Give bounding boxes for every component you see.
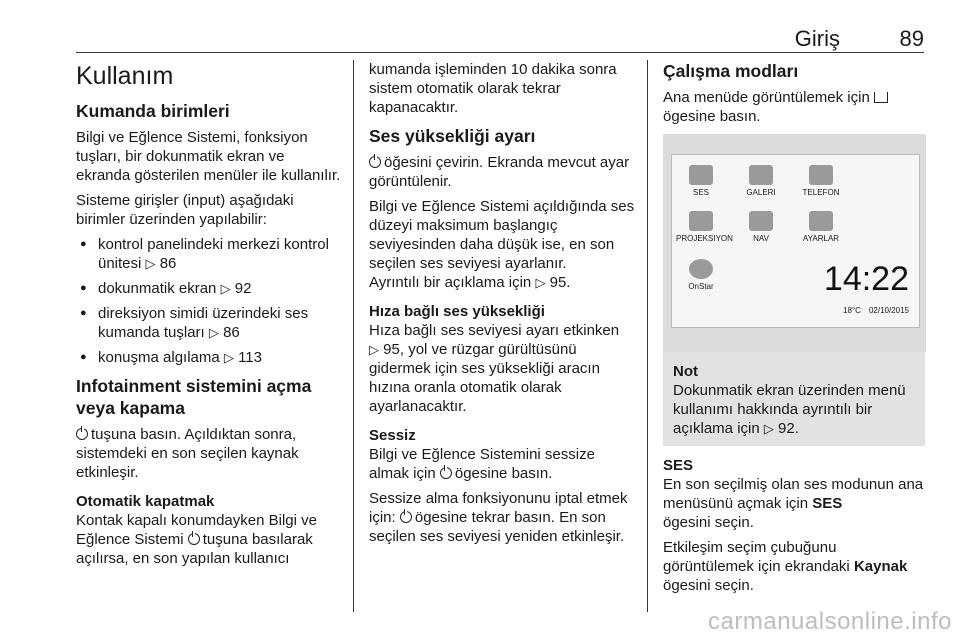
heading-auto-off: Otomatik kapatmak (76, 493, 215, 510)
clock: 14:22 (823, 260, 909, 298)
page-ref-link[interactable]: 113 (238, 349, 262, 366)
paragraph: Sisteme girişler (input) aşağıdaki birimler üzerinden yapılabilir: (76, 192, 294, 228)
paragraph: Bilgi ve Eğlence Sistemi, fonksiyon tuşları, bir dokunmatik ekran ve ekranda gösterilen menüler ile kullanılır. (76, 129, 341, 184)
power-icon (188, 533, 200, 545)
column-1 (76, 60, 342, 574)
heading-on-off: Infotainment sistemini açma veya kapama (76, 376, 312, 418)
column-3 (663, 60, 925, 601)
power-icon (400, 511, 412, 523)
column-divider (647, 60, 648, 612)
settings-icon (809, 211, 833, 231)
note-box (663, 350, 925, 446)
projection-icon (689, 211, 713, 231)
paragraph: Hıza bağlı ses seviyesi ayarı etkinken ▷ 95, yol ve rüzgar gürültüsünü gidermek için ses yüksekliği aracın hızına oranla otomatik olarak ayarlanacaktır. (369, 322, 620, 415)
paragraph: Bilgi ve Eğlence Sistemi açıldığında ses düzeyi maksimum başlangıç seviyesinden daha düşük ise, en son seçilen ses seviyesi ayarlanır. Ayrıntılı bir açıklama için ▷ 95. (369, 198, 635, 291)
tile-telefon: TELEFON (796, 165, 846, 197)
note-text: Dokunmatik ekran üzerinden menü kullanımı hakkında ayrıntılı bir açıklama için ▷ 92. (673, 382, 906, 437)
chapter-title: Kullanım (76, 62, 174, 90)
header-rule (76, 52, 924, 53)
list-item: ● dokunmatik ekran ▷ 92 (76, 279, 342, 298)
gallery-icon (749, 165, 773, 185)
tile-onstar: OnStar (676, 259, 726, 291)
heading-volume: Ses yüksekliği ayarı (369, 126, 536, 146)
status-line: 18°C 02/10/2015 (843, 306, 909, 315)
tile-ayarlar: AYARLAR (796, 211, 846, 243)
input-units-list (76, 235, 342, 367)
page-ref-link[interactable]: 92 (234, 280, 252, 297)
note-title: Not (673, 363, 698, 380)
heading-mute: Sessiz (369, 427, 416, 444)
heading-modes: Çalışma modları (663, 61, 799, 81)
page-number: 89 (899, 26, 924, 51)
paragraph: Kontak kapalı konumdayken Bilgi ve Eğlence Sistemi tuşuna basılarak açılırsa, en son yapılan kullanıcı (76, 512, 317, 567)
paragraph: kumanda işleminden 10 dakika sonra sistem otomatik olarak tekrar kapanacaktır. (369, 61, 617, 116)
page-ref-link[interactable]: 86 (159, 255, 177, 272)
paragraph: En son seçilmiş olan ses modunun ana menüsünü açmak için SES ögesini seçin. (663, 476, 924, 531)
paragraph: tuşuna basın. Açıldıktan sonra, sistemdeki en son seçilen kaynak etkinleşir. (76, 426, 299, 481)
phone-icon (809, 165, 833, 185)
power-icon (76, 428, 88, 440)
tile-projeksiyon: PROJEKSIYON (676, 211, 726, 243)
heading-ses: SES (663, 457, 694, 474)
tile-nav: NAV (736, 211, 786, 243)
paragraph: Sessize alma fonksiyonunu iptal etmek için: ögesine tekrar basın. En son seçilen ses seviyesi yeniden etkinleşir. (369, 490, 628, 545)
paragraph: Ana menüde görüntülemek için ögesine basın. (663, 88, 925, 126)
section-title: Giriş (794, 26, 840, 51)
watermark: carmanualsonline.info (708, 608, 952, 635)
infotainment-screen (671, 154, 920, 328)
paragraph: Bilgi ve Eğlence Sistemini sessize almak için ögesine basın. (369, 446, 595, 482)
list-item: ● kontrol panelindeki merkezi kontrol ünitesi ▷ 86 (76, 235, 342, 273)
paragraph: Etkileşim seçim çubuğunu görüntülemek için ekrandaki Kaynak ögesini seçin. (663, 539, 908, 594)
power-icon (440, 467, 452, 479)
list-item: ● konuşma algılama ▷ 113 (76, 348, 342, 367)
page-ref-link[interactable]: 86 (223, 324, 240, 341)
home-screen-image (663, 134, 926, 352)
page-ref-link[interactable]: 95. (549, 274, 571, 291)
page-header (324, 22, 924, 52)
paragraph: öğesini çevirin. Ekranda mevcut ayar görüntülenir. (369, 154, 630, 190)
column-2 (369, 60, 635, 552)
heading-controls: Kumanda birimleri (76, 101, 230, 121)
tile-galeri: GALERI (736, 165, 786, 197)
list-item: ● direksiyon simidi üzerindeki ses kumanda tuşları ▷ 86 (76, 304, 342, 342)
home-icon (874, 92, 888, 103)
nav-icon (749, 211, 773, 231)
onstar-icon (689, 259, 713, 279)
page-ref-link[interactable]: 92. (778, 420, 799, 437)
page-ref-link[interactable]: 95, (383, 341, 405, 358)
heading-speed-volume: Hıza bağlı ses yüksekliği (369, 303, 545, 320)
column-divider (353, 60, 354, 612)
tile-ses: SES (676, 165, 726, 197)
power-icon (369, 156, 381, 168)
music-icon (689, 165, 713, 185)
